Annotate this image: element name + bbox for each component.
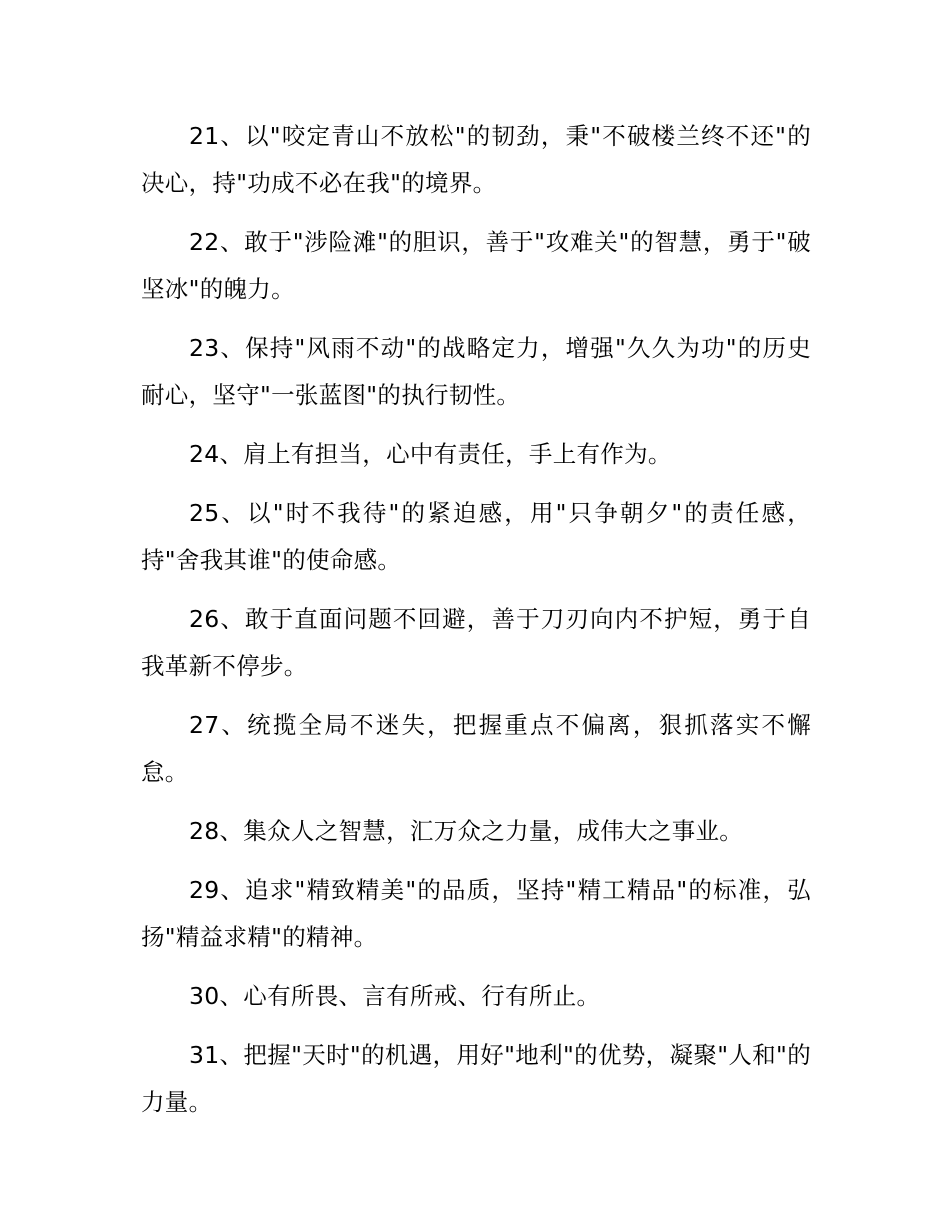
paragraph-24: 24、肩上有担当，心中有责任，手上有作为。 bbox=[189, 440, 672, 468]
paragraph-26: 26、敢于直面问题不回避，善于刀刃向内不护短，勇于自我革新不停步。 bbox=[141, 605, 811, 680]
paragraph-30: 30、心有所畏、言有所戒、行有所止。 bbox=[189, 982, 601, 1010]
paragraph-22: 22、敢于"涉险滩"的胆识，善于"攻难关"的智慧，勇于"破坚冰"的魄力。 bbox=[141, 228, 811, 303]
paragraph-28: 28、集众人之智慧，汇万众之力量，成伟大之事业。 bbox=[189, 817, 744, 845]
paragraph-21: 21、以"咬定青山不放松"的韧劲，秉"不破楼兰终不还"的决心，持"功成不必在我"的境界。 bbox=[141, 122, 811, 197]
paragraph-31: 31、把握"天时"的机遇，用好"地利"的优势，凝聚"人和"的力量。 bbox=[141, 1041, 811, 1116]
paragraph-27: 27、统揽全局不迷失，把握重点不偏离，狠抓落实不懈怠。 bbox=[141, 711, 811, 786]
paragraph-23: 23、保持"风雨不动"的战略定力，增强"久久为功"的历史耐心，坚守"一张蓝图"的执行韧性。 bbox=[141, 334, 811, 409]
paragraph-29: 29、追求"精致精美"的品质，坚持"精工精品"的标准，弘扬"精益求精"的精神。 bbox=[141, 876, 811, 951]
paragraph-25: 25、以"时不我待"的紧迫感，用"只争朝夕"的责任感，持"舍我其谁"的使命感。 bbox=[141, 499, 811, 574]
document-body bbox=[141, 113, 811, 1138]
